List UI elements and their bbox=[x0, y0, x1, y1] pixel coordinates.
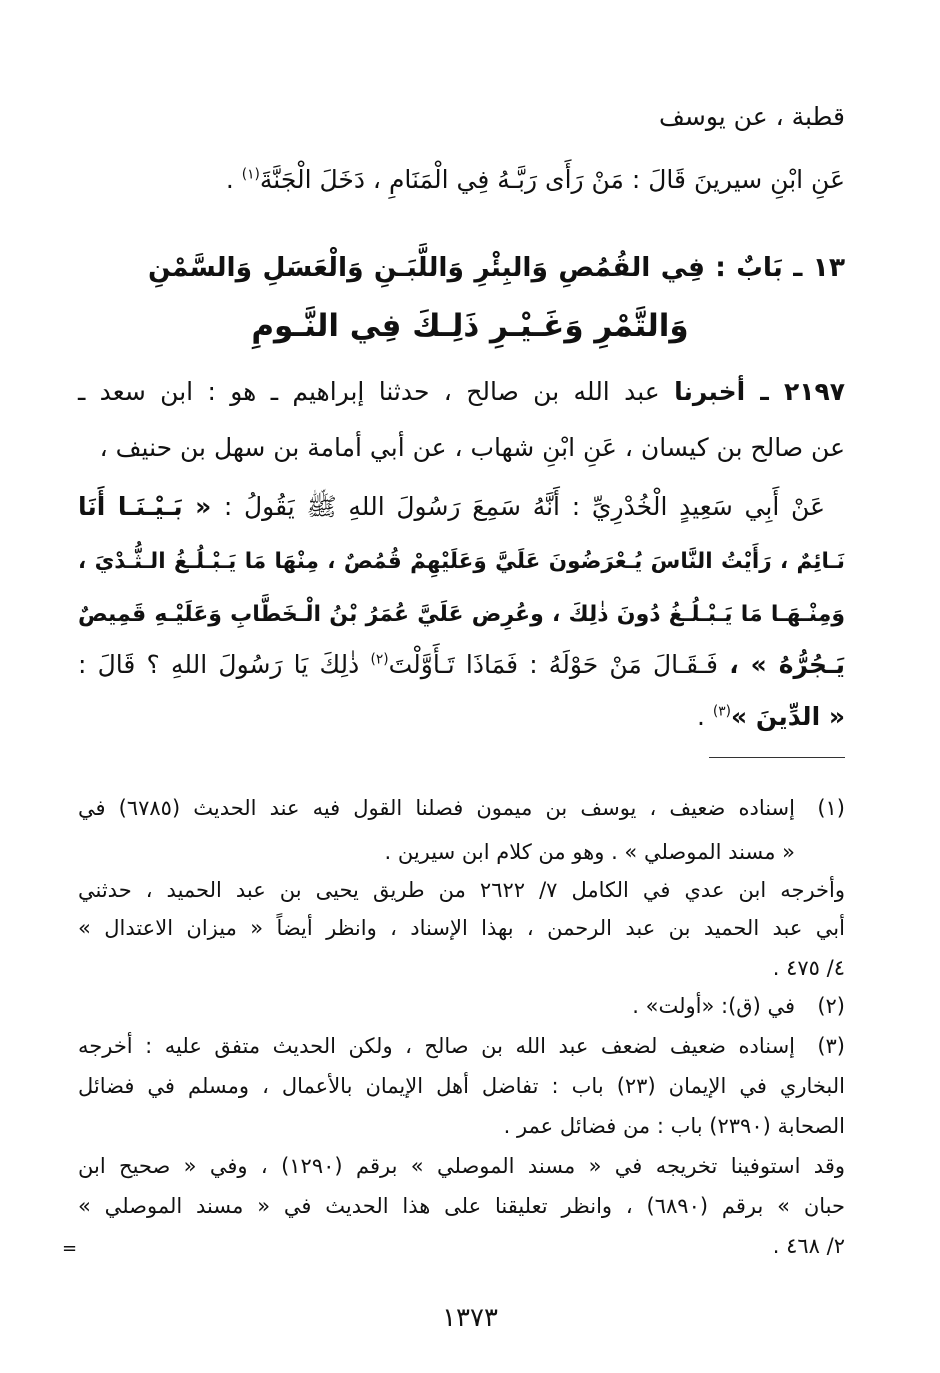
footnote-line: أبي عبد الحميد بن عبد الرحمن ، بهذا الإسناد ، وانظر أيضاً « ميزان الاعتدال » bbox=[78, 916, 845, 940]
footnote-line: ٤/ ٤٧٥ . bbox=[772, 956, 845, 980]
footnote-number: (١) bbox=[817, 796, 845, 820]
footnote-line: في (ق): «أولت» . bbox=[632, 994, 795, 1018]
continuation-mark: = bbox=[62, 1238, 78, 1259]
page-number: ١٣٧٣ bbox=[442, 1303, 498, 1333]
footnote-line: إسناده ضعيف ، يوسف بن ميمون فصلنا القول فيه عند الحديث (٦٧٨٥) في bbox=[78, 796, 795, 820]
hadith-isnad-line-1 bbox=[78, 372, 845, 412]
hadith-isnad-line-2: عن صالح بن كيسان ، عَنِ ابْنِ شهاب ، عن أبي أمامة بن سهل بن حنيف ، bbox=[99, 433, 845, 462]
chapter-heading-line-1: ١٣ ـ بَابٌ : فِي القُمُصِ وَالبِئْرِ وَاللَّبَـنِ وَالْعَسَلِ وَالسَّمْنِ bbox=[148, 252, 845, 283]
hadith-matn-line-4 bbox=[78, 645, 845, 685]
hadith-matn-line-2: نَـائِمٌ ، رَأَيْتُ النَّاسَ يُـعْرَضُونَ عَلَيَّ وَعَلَيْهِمْ قُمُصٌ ، مِنْهَا مَا يَـبْـلُـغُ الـثُّـدْيَ ، bbox=[78, 549, 845, 574]
footnote-line: إسناده ضعيف لضعف عبد الله بن صالح ، ولكن الحديث متفق عليه : أخرجه bbox=[78, 1034, 795, 1058]
statement-end: . bbox=[225, 165, 242, 194]
footnote-separator bbox=[709, 757, 845, 758]
footnote-ref-3[interactable]: (٣) bbox=[712, 703, 731, 720]
footnote-line: « مسند الموصلي » . وهو من كلام ابن سيرين . bbox=[384, 840, 795, 864]
chapter-heading-line-2: وَالتَّمْرِ وَغَـيْـرِ ذَلِـكَ فِي النَّـومِ bbox=[251, 308, 689, 344]
footnote-line: البخاري في الإيمان (٢٣) باب : تفاضل أهل الإيمان بالأعمال ، ومسلم في فضائل bbox=[78, 1074, 845, 1098]
footnote-ref-2[interactable]: (٢) bbox=[370, 651, 389, 668]
hadith-matn-line-5 bbox=[697, 697, 845, 737]
footnote-line: الصحابة (٢٣٩٠) باب : من فضائل عمر . bbox=[503, 1114, 845, 1138]
footnote-line: حبان » برقم (٦٨٩٠) ، وانظر تعليقنا على هذا الحديث في « مسند الموصلي » bbox=[78, 1194, 845, 1218]
footnote-line: وقد استوفينا تخريجه في « مسند الموصلي » برقم (١٢٩٠) ، وفي « صحيح ابن bbox=[78, 1154, 845, 1178]
hadith-matn-line-3: وَمِنْـهَـا مَا يَـبْـلُـغُ دُونَ ذٰلِكَ ، وعُرِض عَلَيَّ عُمَرُ بْنُ الْـخَطَّابِ وَعَلَيْـهِ قَمِيصٌ bbox=[78, 602, 845, 627]
statement-text: عَنِ ابْنِ سيرينَ قَالَ : مَنْ رَأَى رَبَّـهُ فِي الْمَنَامِ ، دَخَلَ الْجَنَّةَ bbox=[259, 165, 845, 194]
footnote-ref-1[interactable]: (١) bbox=[241, 166, 260, 183]
matn-text-4b: ذٰلِكَ يَا رَسُولَ اللهِ ؟ قَالَ : bbox=[78, 650, 371, 679]
footnote-number: (٣) bbox=[817, 1034, 845, 1058]
matn-bold-1: « بَـيْـنَـا أَنَا bbox=[78, 492, 224, 521]
footnote-number: (٢) bbox=[817, 994, 845, 1018]
matn-text-1: عَنْ أَبِي سَعِيدٍ الْخُدْرِيِّ : أَنَّهُ سَمِعَ رَسُولَ اللهِ ﷺ يَقُولُ : bbox=[223, 492, 825, 521]
hadith-number: ٢١٩٧ ـ أخبرنا bbox=[674, 377, 845, 406]
continuation-line: قطبة ، عن يوسف bbox=[659, 102, 845, 131]
isnad-text-1: عبد الله بن صالح ، حدثنا إبراهيم ـ هو : ابن سعد ـ bbox=[78, 377, 675, 406]
matn-bold-4: يَـجُرُّهُ » ، bbox=[729, 650, 845, 679]
hadith-matn-line-1 bbox=[78, 487, 825, 527]
matn-text-4: فَـقَـالَ مَنْ حَوْلَهُ : فَمَاذَا تَـأَوَّلْتَ bbox=[388, 650, 730, 679]
matn-bold-5: « الدِّينَ » bbox=[731, 702, 845, 731]
footnote-line: ٢/ ٤٦٨ . bbox=[772, 1234, 845, 1258]
matn-end-5: . bbox=[696, 702, 713, 731]
ibn-sirin-statement bbox=[226, 160, 845, 200]
footnote-line: وأخرجه ابن عدي في الكامل ٧/ ٢٦٢٢ من طريق يحيى بن عبد الحميد ، حدثني bbox=[78, 878, 845, 902]
